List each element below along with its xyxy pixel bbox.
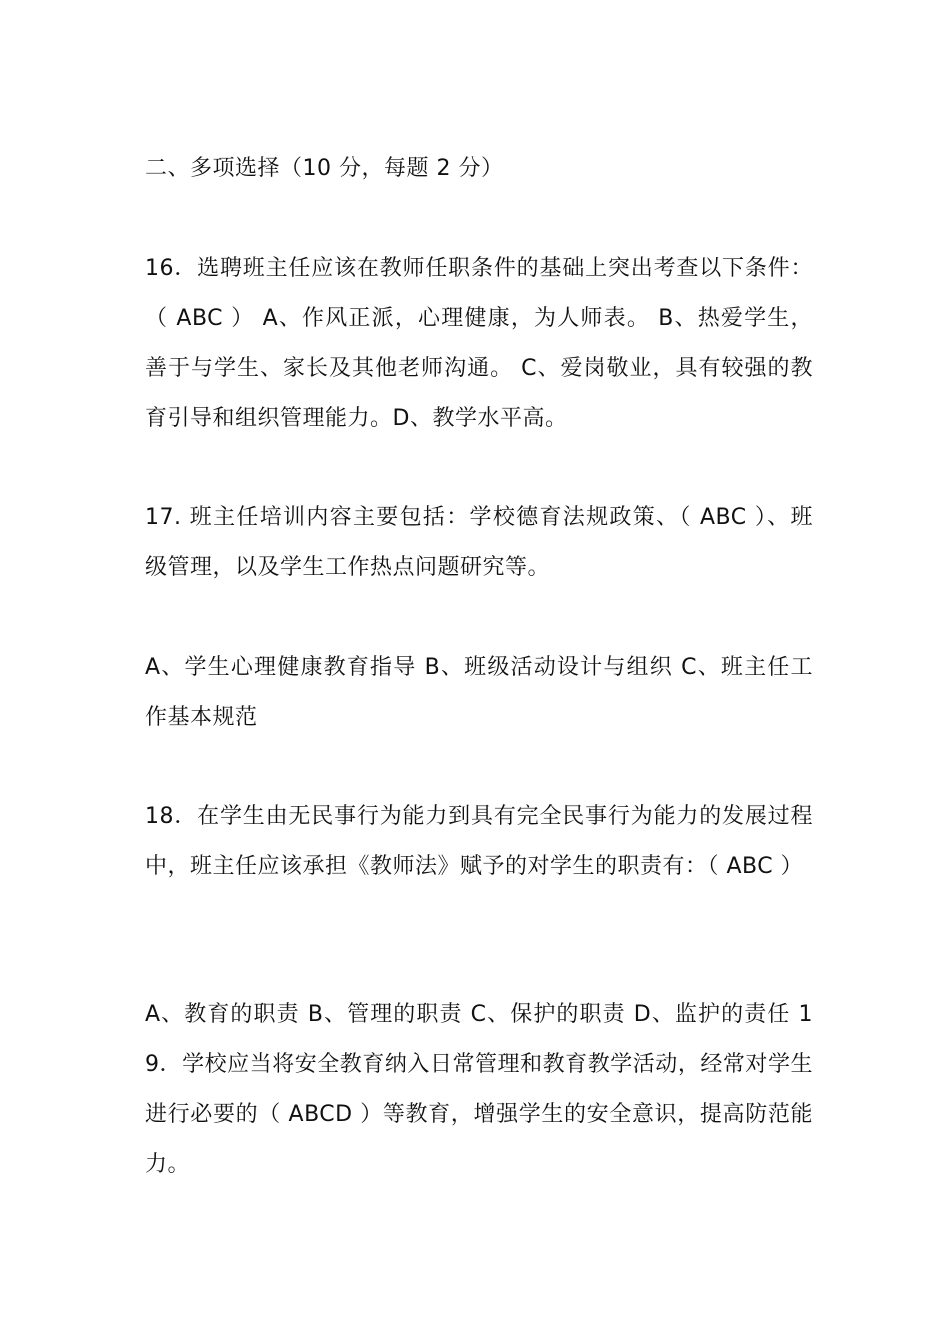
section-heading: 二、多项选择（10 分，每题 2 分） [145,156,504,181]
question-17: 17. 班主任培训内容主要包括：学校德育法规政策、（ ABC ）、班级管理，以及学生工作热点问题研究等。 [145,505,813,580]
question-18: 18．在学生由无民事行为能力到具有完全民事行为能力的发展过程中，班主任应该承担《教师法》赋予的对学生的职责有：（ ABC ） [145,804,813,879]
question-16: 16．选聘班主任应该在教师任职条件的基础上突出考查以下条件：（ ABC ） A、作风正派，心理健康，为人师表。 B、热爱学生，善于与学生、家长及其他老师沟通。 C、爱岗敬业，具有较强的教育引导和组织管理能力。D、教学水平高。 [145,256,813,431]
question-17-options: A、学生心理健康教育指导 B、班级活动设计与组织 C、班主任工作基本规范 [145,655,813,730]
question-18-options-and-question-19: A、教育的职责 B、管理的职责 C、保护的职责 D、监护的责任 19．学校应当将安全教育纳入日常管理和教育教学活动，经常对学生进行必要的（ ABCD ）等教育，增强学生的安全意识，提高防范能力。 [145,1002,813,1177]
